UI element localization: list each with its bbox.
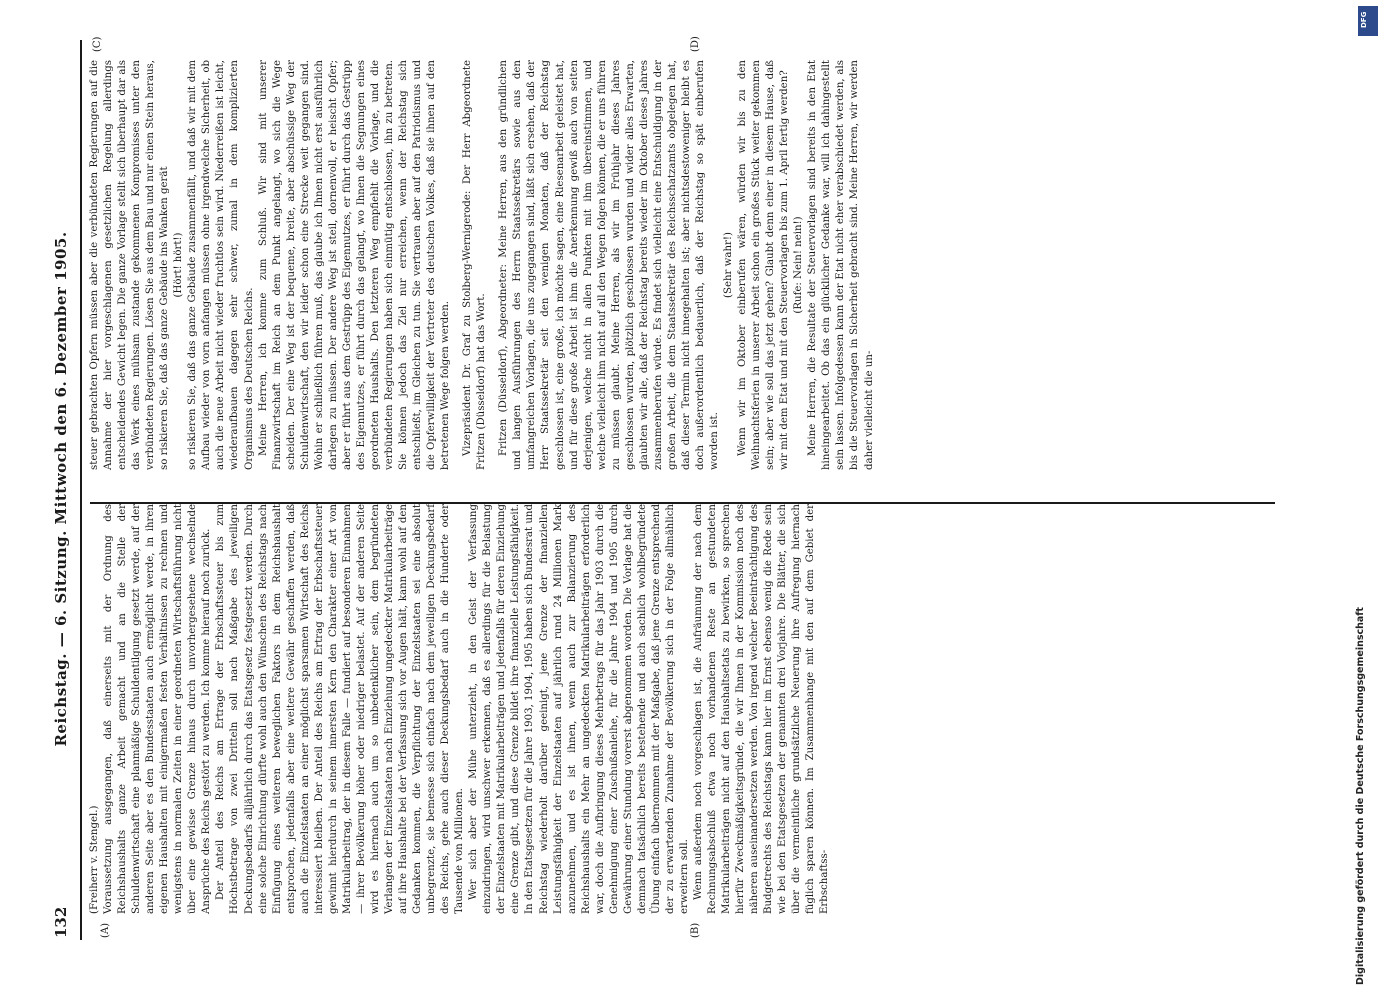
paragraph: Meine Herren, ich komme zum Schluß. Wir sind mit unserer Finanzwirtschaft im Reich an dem Punkt angelangt, wo sich die Wege scheiden. Der eine Weg ist der bequeme, breite, aber abschüssige Weg der Schuldenwirtschaft, den wir leider schon eine Strecke weit gegangen sind. Wohin er schließlich führen muß, das glaube ich Ihnen nicht erst ausführlich darlegen zu müssen. Der andere Weg ist steil, dornenvoll, er heischt Opfer; aber er führt aus dem Gestrüpp des Eigennutzes, er führt durch das Gestrüpp des Eigennutzes, er führt durch das gelangt, wo Ihnen die Segnungen eines geordneten Haushalts. Den letzteren Weg empfiehlt die Vorlage, und die verbündeten Regierungen haben sich einmütig entschlossen, ihn zu betreten. Sie können jedoch das Ziel nur erreichen, wenn der Reichstag sich entschließt, im Gleichen zu tun. Sie vertrauen aber auf den Patriotismus und die Opferwilligkeit der Vertreter des deutschen Volkes, daß sie ihnen auf den betretenen Wege folgen werden. bbox=[257, 60, 452, 470]
margin-marker-b: (B) bbox=[690, 922, 701, 938]
funding-note: Digitalisierung gefördert durch die Deutsche Forschungsgemeinschaft bbox=[1355, 607, 1366, 985]
right-column bbox=[88, 60, 877, 470]
paragraph: (Freiherr v. Stengel.) bbox=[89, 805, 100, 914]
page-number: 132 bbox=[52, 906, 70, 938]
paragraph: so riskieren Sie, daß das ganze Gebäude zusammenfällt, und daß wir mit dem Aufbau wieder von vorn anfangen müssen ohne irgendwelche Sicherheit, ob auch die neue Arbeit nicht wieder fruchtlos sein wird. Niederreißen ist leicht, wiederaufbauen dagegen sehr schwer, zumal in dem komplizierten Organismus des Deutschen Reichs. bbox=[187, 60, 255, 470]
paragraph: Fritzen (Düsseldorf), Abgeordneter: Meine Herren, aus den gründlichen und langen Ausführungen des Herrn Staatssekretärs sowie aus den umfangreichen Vorlagen, die uns zugegangen sind, läßt sich ersehen, daß der Herr Staatssekretär seit den wenigen Monaten, daß der Reichstag geschlossen ist, eine große, ich möchte sagen, eine Riesenarbeit geleistet hat, und für diese große Arbeit ist ihm die Anerkennung gewiß auch von seiten derjenigen, welche nicht in allen Punkten mit ihm übereinstimmen, und welche vielleicht ihm nicht auf all den Wegen folgen können, die er uns führen zu müssen glaubt. Meine Herren, als wir im Frühjahr dieses Jahres geschlossen wurden, plötzlich geschlossen wurden und wider alles Erwarten, glaubten wir alle, daß der Reichstag bereits wieder im Oktober dieses Jahres zusammenberufen würde. Es findet sich vielleicht eine Entschuldigung in der großen Arbeit, die dem Staatssekretär des Reichsschatzamts obgelegen hat, daß dieser Termin nicht innegehalten ist; aber nichtsdestoweniger bleibt es doch außerordentlich bedauerlich, daß der Reichstag so spät einberufen worden ist. bbox=[498, 60, 721, 470]
paragraph: (Sehr wahr!) bbox=[723, 232, 735, 298]
paragraph: Der Anteil des Reichs am Ertrage der Erbschaftssteuer bis zum Höchstbetrage von zwei Dritteln soll nach Maßgabe des jeweiligen Deckungsbedarfs alljährlich durch das Etatsgesetz festgesetzt werden. Durch eine solche Einrichtung dürfte wohl auch den Wünschen des Reichstags nach Einfügung eines weiteren beweglichen Faktors in dem Reichshaushalt entsprochen, jedenfalls aber eine weitere Gewähr geschaffen werden, daß auch die Einzelstaaten an einer möglichst sparsamen Wirtschaft des Reichs interessiert bleiben. Der Anteil des Reichs am Ertrag der Erbschaftssteuer gewinnt hierdurch in seinem innersten Kern den Charakter einer Art von Matrikularbeitrag, der in diesem Falle — fundiert auf besonderen Einnahmen — ihrer Bevölkerung höher oder niedriger belastet. Auf der anderen Seite wird es hiernach auch um so unbedenklicher sein, dem begründeten Verlangen der Einzelstaaten nach Einziehung ungedeckter Matrikularbeiträge auf ihre Haushalte bei der Verfassung sich vor Augen hält, kann wohl auf den Gedanken kommen, die Verpflichtung der Einzelstaaten sei eine absolut unbegrenzte, sie bemesse sich einfach nach dem jeweiligen Deckungsbedarf des Reichs, gehe auch dieser Deckungsbedarf auch in die Hunderte oder Tausende von Millionen. bbox=[215, 504, 466, 914]
running-title: Reichstag. — 6. Sitzung. Mittwoch den 6. Dezember 1905. bbox=[52, 231, 70, 747]
paragraph: Meine Herren, die Resultate der Steuervorlagen sind bereits in den Etat hineingearbeitet. Ob das ein glücklicher Gedanke war, will ich dahingestellt sein lassen. Infolgedessen kann der Etat nicht eher verabschiedet werden, als bis die Steuervorlagen in Sicherheit gebracht sind. Meine Herren, wir werden daher vielleicht die un- bbox=[807, 60, 875, 470]
paragraph: Voraussetzung ausgegangen, daß einerseits mit der Ordnung des Reichshaushalts ganze Arbeit gemacht und an die Stelle der Schuldenwirtschaft eine planmäßige Schuldentilgung gesetzt werde, auf der anderen Seite aber es den Bundesstaaten auch ermöglicht werde, in ihren eigenen Haushalten mit einigermaßen festen Verhältnissen zu rechnen und wenigstens in normalen Zeiten in einer geordneten Wirtschaftsführung nicht über eine gewisse Grenze hinaus durch unvorhergesehene wechselnde Ansprüche des Reichs gestört zu werden. Ich komme hierauf noch zurück. bbox=[103, 504, 213, 914]
paragraph: Vizepräsident Dr. Graf zu Stolberg-Wernigerode: Der Herr Abgeordnete Fritzen (Düsseldorf) hat das Wort. bbox=[462, 60, 488, 470]
header-rule bbox=[80, 40, 82, 940]
margin-marker-a: (A) bbox=[100, 922, 111, 938]
paragraph: Wenn außerdem noch vorgeschlagen ist, die Aufräumung der nach dem Rechnungsabschluß etwa noch vorhandenen Reste an gestundeten Matrikularbeiträgen nicht auf den Haushaltsetats zu bewirken, so sprechen hierfür Zweckmäßigkeitsgründe, die wir Ihnen in der Kommission noch des näheren auseinandersetzen werden. Von irgend welcher Beeinträchtigung des Budgetrechts des Reichstags kann hier im Ernst ebenso wenig die Rede sein wie bei den Etatsgesetzen der genannten drei Vorjahre. Die Blätter, die sich über die vermeintliche grundsätzliche Neuerung ihre Aufregung hiernach füglich sparen können. Im Zusammenhange mit den auf dem Gebiet der Erbschaftss- bbox=[693, 504, 831, 914]
left-column bbox=[88, 504, 832, 914]
paragraph: steuer gebrachten Opfern müssen aber die verbündeten Regierungen auf die Annahme der hier vorgeschlagenen gesetzlichen Regelung allerdings entscheidendes Gewicht legen. Die ganze Vorlage stellt sich überhaupt dar als das Werk eines mühsam zustande gekommenen Kompromisses unter den verbündeten Regierungen. Lösen Sie aus dem Bau und nur einen Stein heraus, so riskieren Sie, daß das ganze Gebäude ins Wanken gerät bbox=[89, 60, 171, 470]
paragraph: Wer sich aber der Mühe unterzieht, in den Geist der Verfassung einzudringen, wird unschwer erkennen, daß es allerdings für die Belastung der Einzelstaaten mit Matrikularbeiträgen und jedenfalls für deren Einziehung eine Grenze gibt, und diese Grenze bildet ihre finanzielle Leistungsfähigkeit. In den Etatsgesetzen für die Jahre 1903, 1904, 1905 haben sich Bundesrat und Reichstag wiederholt darüber geeinigt, jene Grenze der finanziellen Leistungsfähigkeit der Einzelstaaten auf jährlich rund 24 Millionen Mark anzunehmen, und es ist ihnen, wenn auch zur Balanzierung des Reichshaushalts ein Mehr an ungedeckten Matrikularbeiträgen erforderlich war, doch die Aufbringung dieses Mehrbetrags für das Jahr 1903 durch die Genehmigung einer Zuschußanleihe, für die Jahre 1904 und 1905 durch Gewährung einer Stundung vorerst abgenommen worden. Die Vorlage hat die demnach tatsächlich bereits bestehende und auch sachlich wohlbegründete Übung einfach übernommen mit der Maßgabe, daß jene Grenze entsprechend der zu erwartenden Zunahme der Bevölkerung sich in der Folge allmählich erweitern soll. bbox=[468, 504, 690, 914]
page-header bbox=[52, 40, 80, 938]
paragraph: Wenn wir im Oktober einberufen wären, würden wir bis zu den Weihnachtsferien in unserer Arbeit schon ein großes Stück weiter gekommen sein; aber wie soll das jetzt gehen? Glaubt denn einer in diesem Hause, daß wir mit dem Etat und mit den Steuervorlagen bis zum 1. April fertig werden? bbox=[737, 60, 791, 470]
column-divider bbox=[90, 503, 1275, 505]
dfg-logo: DFG bbox=[1358, 6, 1378, 36]
paragraph: (Hört! hört!) bbox=[173, 232, 185, 298]
margin-marker-c: (C) bbox=[92, 36, 103, 52]
margin-marker-d: (D) bbox=[690, 36, 701, 52]
paragraph: (Rufe: Nein! nein!) bbox=[793, 216, 805, 314]
